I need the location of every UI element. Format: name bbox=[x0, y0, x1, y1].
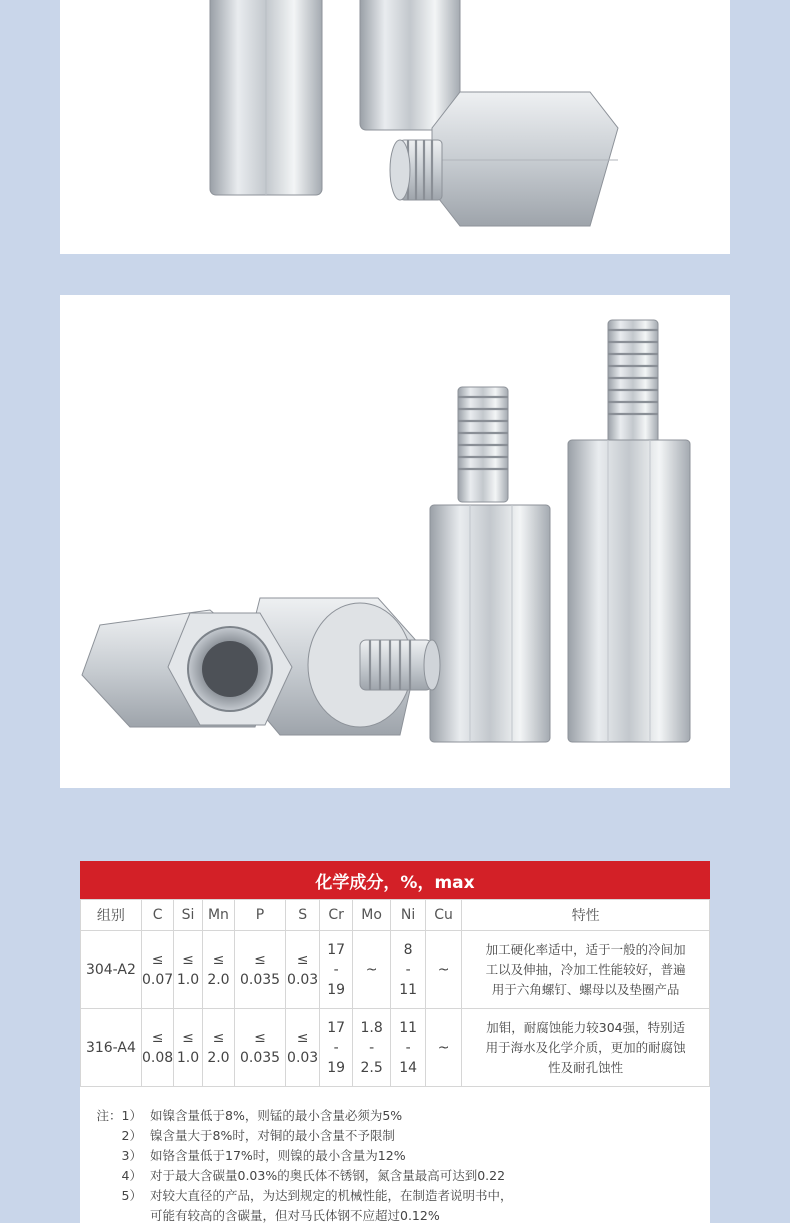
note-item: 3） 如铬含量低于17%时，则镍的最小含量为12% bbox=[121, 1148, 406, 1163]
value-cell: ≤ 2.0 bbox=[202, 931, 234, 1009]
value-cell: ≤ 1.0 bbox=[174, 1009, 202, 1087]
product-photo-2 bbox=[60, 295, 730, 788]
note-item: 注：1） 如镍含量低于8%，则锰的最小含量必须为5% bbox=[96, 1108, 403, 1123]
col-header: S bbox=[285, 900, 319, 931]
value-cell: ≤ 0.03 bbox=[285, 1009, 319, 1087]
col-header: Si bbox=[174, 900, 202, 931]
value-cell: ≤ 1.0 bbox=[174, 931, 202, 1009]
notes-label: 注： bbox=[96, 1108, 122, 1123]
col-header: 特性 bbox=[462, 900, 710, 931]
standoff-lying-female bbox=[82, 610, 292, 727]
note-item: 4） 对于最大含碳量0.03%的奥氏体不锈钢，氮含量最高可达到0.22 bbox=[121, 1168, 506, 1183]
group-cell: 316-A4 bbox=[81, 1009, 142, 1087]
feature-cell: 加工硬化率适中，适于一般的冷间加 工以及伸抽，冷加工性能较好，普遍 用于六角螺钉、螺母以及垫圈产品 bbox=[462, 931, 710, 1009]
value-cell: ≤ 2.0 bbox=[202, 1009, 234, 1087]
table-title: 化学成分，%，max bbox=[80, 861, 710, 899]
value-cell: 11 - 14 bbox=[391, 1009, 425, 1087]
value-cell: ≤ 0.08 bbox=[141, 1009, 173, 1087]
value-cell: ≤ 0.035 bbox=[235, 931, 286, 1009]
table-header-row bbox=[81, 900, 710, 931]
product-photo-1 bbox=[60, 0, 730, 254]
col-header: Cr bbox=[320, 900, 352, 931]
value-cell: ~ bbox=[425, 1009, 462, 1087]
value-cell: ≤ 0.07 bbox=[141, 931, 173, 1009]
value-cell: ~ bbox=[425, 931, 462, 1009]
value-cell: 17 - 19 bbox=[320, 931, 352, 1009]
col-header: C bbox=[141, 900, 173, 931]
table-row bbox=[81, 1009, 710, 1087]
col-header: Cu bbox=[425, 900, 462, 931]
value-cell: 8 - 11 bbox=[391, 931, 425, 1009]
col-header: Ni bbox=[391, 900, 425, 931]
note-item: 5） 对较大直径的产品，为达到规定的机械性能，在制造者说明书中， bbox=[121, 1188, 513, 1203]
composition-table bbox=[80, 899, 710, 1087]
group-cell: 304-A2 bbox=[81, 931, 142, 1009]
value-cell: ≤ 0.035 bbox=[235, 1009, 286, 1087]
notes-section bbox=[80, 1087, 710, 1223]
col-header: 组别 bbox=[81, 900, 142, 931]
note-item: 2） 镍含量大于8%时，对铜的最小含量不予限制 bbox=[121, 1128, 395, 1143]
value-cell: ≤ 0.03 bbox=[285, 931, 319, 1009]
standoff-middle bbox=[430, 387, 550, 742]
note-item: 可能有较高的含碳量，但对马氏体钢不应超过0.12% bbox=[150, 1208, 440, 1223]
col-header: Mo bbox=[352, 900, 391, 931]
standoff-illustration-2 bbox=[60, 295, 730, 788]
standoff-illustration-1 bbox=[60, 0, 730, 254]
value-cell: 1.8 - 2.5 bbox=[352, 1009, 391, 1087]
table-row bbox=[81, 931, 710, 1009]
value-cell: 17 - 19 bbox=[320, 1009, 352, 1087]
col-header: P bbox=[235, 900, 286, 931]
feature-cell: 加钼，耐腐蚀能力较304强，特别适 用于海水及化学介质，更加的耐腐蚀 性及耐孔蚀性 bbox=[462, 1009, 710, 1087]
chemical-composition-card bbox=[80, 861, 710, 1223]
value-cell: ~ bbox=[352, 931, 391, 1009]
col-header: Mn bbox=[202, 900, 234, 931]
standoff-tall-right bbox=[568, 320, 690, 742]
